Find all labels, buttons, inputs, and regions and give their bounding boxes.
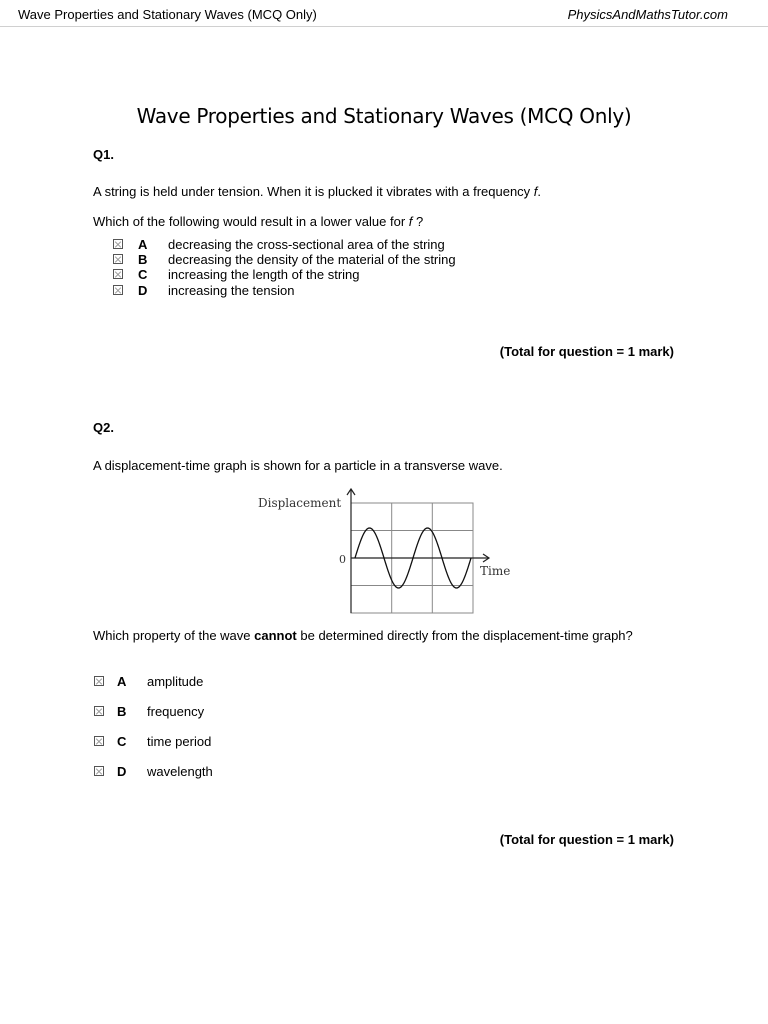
q1-option-a-text: decreasing the cross-sectional area of the string: [168, 237, 445, 252]
document-title: Wave Properties and Stationary Waves (MCQ Only): [136, 104, 632, 128]
q1-total-marks: (Total for question = 1 mark): [499, 344, 674, 359]
q2-option-a-text: amplitude: [147, 674, 204, 689]
q2-question: [93, 628, 668, 644]
header-site-name: PhysicsAndMathsTutor.com: [567, 7, 728, 22]
q1-option-c-text: increasing the length of the string: [168, 267, 360, 282]
q2-option-c-text: time period: [147, 734, 212, 749]
graph-svg: [255, 486, 525, 618]
q1-option-d-checkbox[interactable]: [113, 285, 123, 295]
running-header: [0, 0, 768, 27]
q2-stem: A displacement-time graph is shown for a particle in a transverse wave.: [93, 458, 503, 473]
q1-option-d-text: increasing the tension: [168, 283, 295, 298]
q1-question-variable: f: [408, 214, 413, 229]
q2-option-c-checkbox[interactable]: [94, 736, 104, 746]
q2-option-b-text: frequency: [147, 704, 205, 719]
q1-option-b-checkbox[interactable]: [113, 254, 123, 264]
graph-y-label: Displacement: [258, 496, 342, 510]
q2-question-emphasis: cannot: [254, 628, 297, 643]
q1-question-end: ?: [412, 214, 424, 229]
displacement-time-graph: [255, 486, 525, 618]
q1-stem-text: A string is held under tension. When it is plucked it vibrates with a frequency: [93, 184, 534, 199]
q2-option-a-letter: A: [117, 674, 127, 689]
graph-x-label: Time: [480, 564, 511, 578]
q2-option-d-text: wavelength: [147, 764, 213, 779]
q1-question: [93, 214, 653, 230]
q2-label: Q2.: [93, 420, 114, 435]
q1-option-c-checkbox[interactable]: [113, 269, 123, 279]
q1-option-b-letter: B: [138, 252, 148, 267]
q1-option-b-text: decreasing the density of the material of the string: [168, 252, 456, 267]
q2-option-b-checkbox[interactable]: [94, 706, 104, 716]
graph-origin-label: 0: [339, 553, 346, 566]
q1-option-a-checkbox[interactable]: [113, 239, 123, 249]
q2-option-c-letter: C: [117, 734, 127, 749]
header-doc-title: Wave Properties and Stationary Waves (MCQ Only): [18, 7, 317, 22]
q2-question-text: Which property of the wave: [93, 628, 255, 643]
q1-stem-variable: f: [533, 184, 538, 199]
q1-option-c-letter: C: [138, 267, 148, 282]
q1-stem: [93, 184, 653, 200]
q2-total-marks: (Total for question = 1 mark): [499, 832, 674, 847]
q1-stem-end: .: [537, 184, 542, 199]
q1-question-text: Which of the following would result in a lower value for: [93, 214, 409, 229]
q2-option-b-letter: B: [117, 704, 127, 719]
q2-option-d-checkbox[interactable]: [94, 766, 104, 776]
q2-option-a-checkbox[interactable]: [94, 676, 104, 686]
q2-question-end: be determined directly from the displacement-time graph?: [296, 628, 633, 643]
q1-label: Q1.: [93, 147, 114, 162]
q1-option-d-letter: D: [138, 283, 148, 298]
q1-option-a-letter: A: [138, 237, 148, 252]
q2-option-d-letter: D: [117, 764, 127, 779]
